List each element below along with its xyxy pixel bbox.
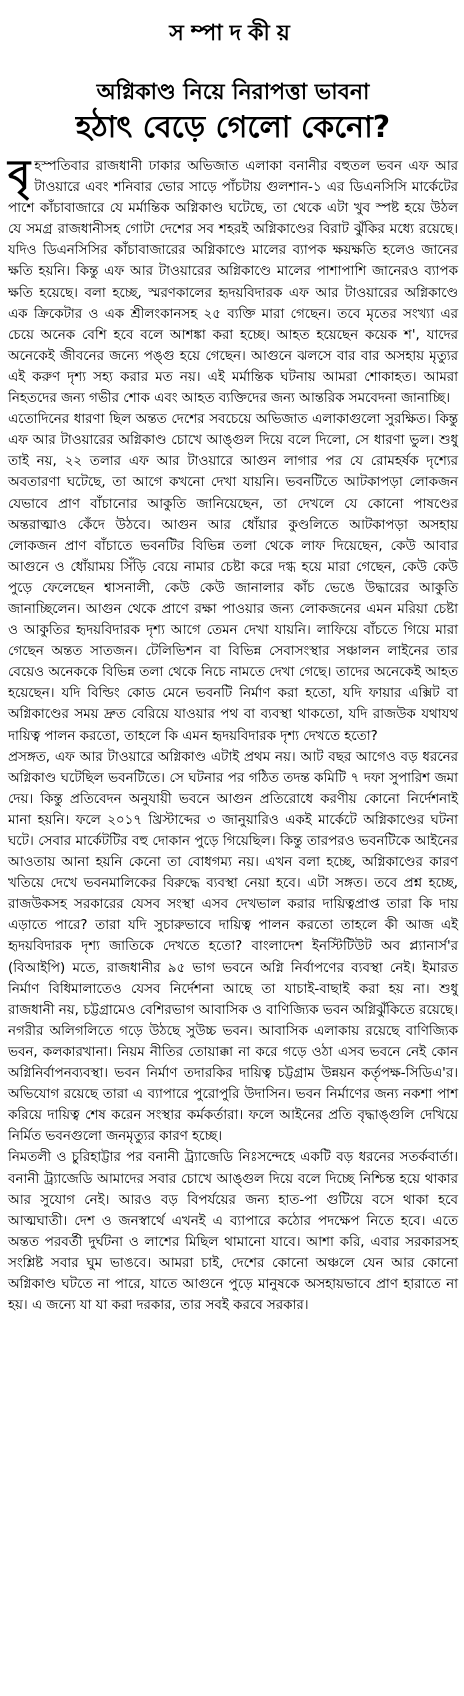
- paragraph-1: [8, 152, 458, 409]
- paragraph-3: প্রসঙ্গত, এফ আর টাওয়ারে অগ্নিকাণ্ড এটাই প্রথম নয়। আট বছর আগেও বড় ধরনের অগ্নিকাণ্ড ঘটেছিল ভবনটিতে। সে ঘটনার পর গঠিত তদন্ত কমিটি ৭ দফা সুপারিশ জমা দেয়। কিন্তু প্রতিবেদন অনুযায়ী ভবনে আগুন প্রতিরোধে করণীয় কোনো নির্দেশনাই মানা হয়নি। ফলে ২০১৭ খ্রিস্টাব্দের ৩ জানুয়ারিও একই মার্কেটে অগ্নিকাণ্ডের ঘটনা ঘটে। সেবার মার্কেটটির বহু দোকান পুড়ে গিয়েছিল। কিন্তু তারপরও ভবনটিকে আইনের আওতায় আনা হয়নি কেনো তা বোধগম্য নয়। এখন বলা হচ্ছে, অগ্নিকাণ্ডের কারণ খতিয়ে দেখে ভবনমালিকের বিরুদ্ধে ব্যবস্থা নেয়া হবে। এটা সঙ্গত। তবে প্রশ্ন হচ্ছে, রাজউকসহ সরকারের যেসব সংস্থা এসব দেখভাল করার দায়িত্বপ্রাপ্ত তারা কি দায় এড়াতে পারে? তারা যদি সুচারুভাবে দায়িত্ব পালন করতো তাহলে কী আজ এই হৃদয়বিদারক দৃশ্য জাতিকে দেখতে হতো? বাংলাদেশ ইনস্টিটিউট অব প্ল্যানার্স'র (বিআইপি) মতে, রাজধানীর ৯৫ ভাগ ভবনে অগ্নি নির্বাপণের ব্যবস্থা নেই। ইমারত নির্মাণ বিধিমালাতেও যেসব নির্দেশনা আছে তা যাচাই-বাছাই করা হয় না। শুধু রাজধানী নয়, চট্টগ্রামেও বেশিরভাগ আবাসিক ও বাণিজ্যিক ভবন অগ্নিঝুঁকিতে রয়েছে। নগরীর অলিগলিতে গড়ে উঠছে সুউচ্চ ভবন। আবাসিক এলাকায় রয়েছে বাণিজ্যিক ভবন, কলকারখানা। নিয়ম নীতির তোয়াক্কা না করে গড়ে ওঠা এসব ভবনে নেই কোন অগ্নিনির্বাপনব্যবস্থা। ভবন নির্মাণ তদারকির দায়িত্ব চট্টগ্রাম উন্নয়ন কর্তৃপক্ষ-সিডিএ'র। অভিযোগ রয়েছে তারা এ ব্যাপারে পুরোপুরি উদাসিন। ভবন নির্মাণের জন্য নকশা পাশ করিয়ে দায়িত্ব শেষ করেন সংস্থার কর্মকর্তারা। ফলে আইনের প্রতি বৃদ্ধাঙ্গুলি দেখিয়ে নির্মিত ভবনগুলো জনমৃত্যুর কারণ হচ্ছে।: [8, 749, 458, 1145]
- paragraph-1-text: হস্পতিবার রাজধানী ঢাকার অভিজাত এলাকা বনানীর বহুতল ভবন এফ আর টাওয়ারে এবং শনিবার ভোর সাড়ে পাঁচটায় গুলশান-১ এর ডিএনসিসি মার্কেটের পাশে কাঁচাবাজারে যে মর্মান্তিক অগ্নিকাণ্ড ঘটেছে, তা থেকে এটা খুব স্পষ্ট হয়ে উঠল যে সমগ্র রাজধানীসহ গোটা দেশের সব শহরই অগ্নিকাণ্ডের বিরাট ঝুঁকির মধ্যে রয়েছে। যদিও ডিএনসিসির কাঁচাবাজারের অগ্নিকাণ্ডে মালের ব্যাপক ক্ষয়ক্ষতি হলেও জানের ক্ষতি হয়নি। কিন্তু এফ আর টাওয়ারের অগ্নিকাণ্ডে মালের পাশাপাশি জানেরও ব্যাপক ক্ষতি হয়েছে। বলা হচ্ছে, স্মরণকালের হৃদয়বিদারক এফ আর টাওয়ারের অগ্নিকাণ্ডে এক ক্রিকেটার ও এক শ্রীলংকানসহ ২৫ ব্যক্তি মারা গেছেন। তবে মৃতের সংখ্যা এর চেয়ে অনেক বেশি হবে বলে আশঙ্কা করা হচ্ছে। আহত হয়েছেন কয়েক শ', যাদের অনেকেই জীবনের জন্যে পঙ্গু হয়ে গেছেন। আগুনে ঝলসে বার বার অসহায় মৃত্যুর এই করুণ দৃশ্য সহ্য করার মত নয়। এই মর্মান্তিক ঘটনায় আমরা শোকাহত। আমরা নিহতদের জন্য গভীর শোক এবং আহত ব্যক্তিদের জন্য আন্তরিক সমবেদনা জানাচ্ছি।: [8, 159, 458, 407]
- paragraph-2: এতোদিনের ধারণা ছিল অন্তত দেশের সবচেয়ে অভিজাত এলাকাগুলো সুরক্ষিত। কিন্তু এফ আর টাওয়ারের অগ্নিকাণ্ড চোখে আঙ্গুল দিয়ে বলে দিলো, সে ধারণা ভুল। শুধু তাই নয়, ২২ তলার এফ আর টাওয়ারে আগুন লাগার পর যে রোমহর্ষক দৃশ্যের অবতারণা ঘটেছে, তা আগে কখনো দেখা যায়নি। ভবনটিতে আটকাপড়া লোকজন যেভাবে প্রাণ বাঁচানোর আকুতি জানিয়েছেন, তা দেখলে যে কোনো পাষণ্ডের অন্তরাত্মাও কেঁদে উঠবে। আগুন আর ধোঁয়ার কুণ্ডলিতে আটকাপড়া অসহায় লোকজন প্রাণ বাঁচাতে ভবনটির বিভিন্ন তলা থেকে লাফ দিয়েছেন, কেউ আবার আগুনে ও ধোঁয়াময় সিঁড়ি বেয়ে নামার চেষ্টা করে দগ্ধ হয়ে মারা গেছেন, কেউ কেউ পুড়ে ফেলেছেন শ্বাসনালী, কেউ কেউ জানালার কাঁচ ভেঙে উদ্ধারের আকুতি জানাচ্ছিলেন। আগুন থেকে প্রাণে রক্ষা পাওয়ার জন্য লোকজনের এমন মরিয়া চেষ্টা ও আকুতির হৃদয়বিদারক দৃশ্য আগে তেমন দেখা যায়নি। লাফিয়ে বাঁচতে গিয়ে মারা গেছেন অন্তত সাতজন। টেলিভিশন বা বিভিন্ন সেবাসংস্থার সঞ্চালন লাইনের তার বেয়েও অনেককে বিভিন্ন তলা থেকে নিচে নামতে দেখা গেছে। তাদের অনেকেই আহত হয়েছেন। যদি বিল্ডিং কোড মেনে ভবনটি নির্মাণ করা হতো, যদি ফায়ার এক্সিট বা অগ্নিকাণ্ডের সময় দ্রুত বেরিয়ে যাওয়ার পথ বা ব্যবস্থা থাকতো, যদি রাজউক যথাযথ দায়িত্ব পালন করতো, তাহলে কি এমন হৃদয়বিদারক দৃশ্য দেখতে হতো?: [8, 412, 458, 744]
- headline-line-2: হঠাৎ বেড়ে গেলো কেনো?: [75, 109, 391, 145]
- drop-cap: বৃ: [8, 152, 31, 198]
- article-body: [8, 152, 458, 1316]
- headline-line-1: অগ্নিকাণ্ড নিয়ে নিরাপত্তা ভাবনা: [96, 80, 370, 105]
- section-label: সম্পাদকীয়: [169, 21, 297, 46]
- paragraph-4: নিমতলী ও চুরিহাট্টার পর বনানী ট্র্যাজেডি নিঃসন্দেহে একটি বড় ধরনের সতর্কবার্তা। বনানী ট্র্যাজেডি আমাদের সবার চোখে আঙ্গুল দিয়ে বলে দিচ্ছে নিশ্চিন্ত হয়ে থাকার আর সুযোগ নেই। আরও বড় বিপর্যয়ের জন্য হাত-পা গুটিয়ে বসে থাকা হবে আত্মঘাতী। দেশ ও জনস্বার্থে এখনই এ ব্যাপারে কঠোর পদক্ষেপ নিতে হবে। এতে অন্তত পরবর্তী দুর্ঘটনা ও লাশের মিছিল থামানো যাবে। আশা করি, এবার সরকারসহ সংশ্লিষ্ট সবার ঘুম ভাঙবে। আমরা চাই, দেশের কোনো অঞ্চলে যেন আর কোনো অগ্নিকাণ্ড ঘটতে না পারে, যাতে আগুনে পুড়ে মানুষকে অসহায়ভাবে প্রাণ হারাতে না হয়। এ জন্যে যা যা করা দরকার, তার সবই করবে সরকার।: [8, 1150, 458, 1314]
